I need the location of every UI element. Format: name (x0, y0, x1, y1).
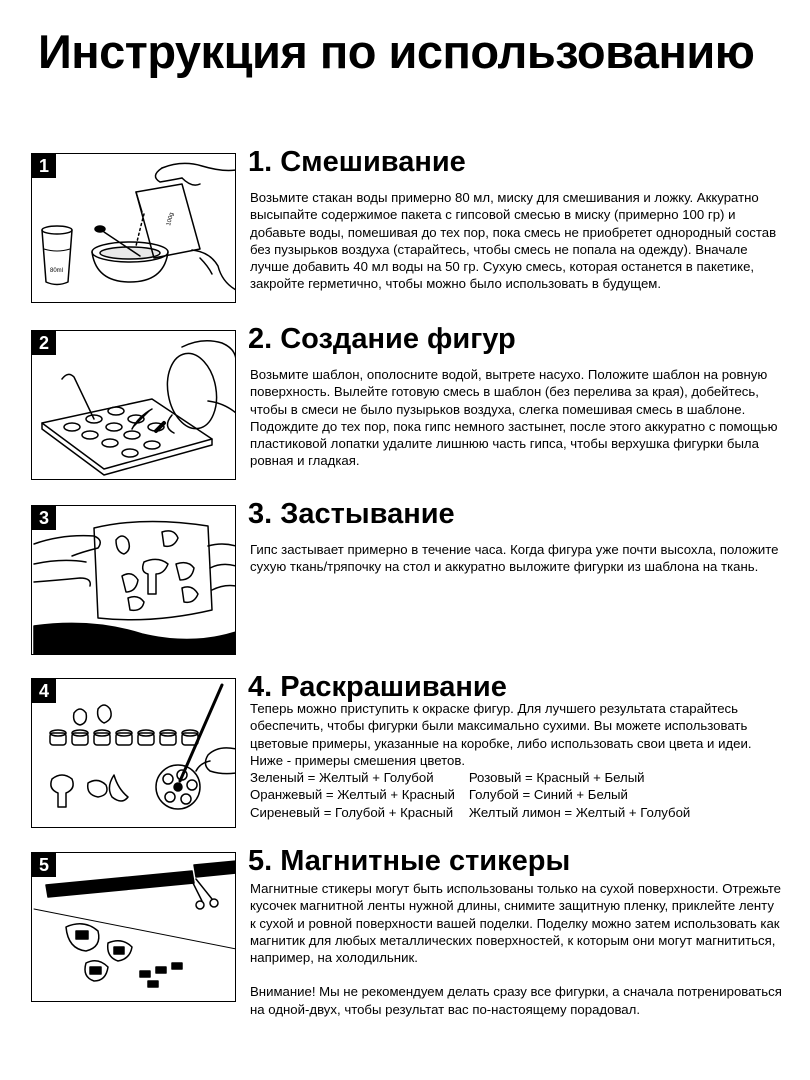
step-heading: 5. Магнитные стикеры (248, 845, 571, 877)
step-number: 4 (32, 679, 56, 703)
step-heading: 3. Застывание (248, 498, 455, 530)
step-4 (31, 671, 781, 838)
color-mix-row (250, 769, 690, 786)
svg-text:80ml: 80ml (50, 268, 64, 274)
step-2 (31, 323, 781, 495)
color-mix-row (250, 786, 690, 803)
step-number: 2 (32, 331, 56, 355)
step-number: 1 (32, 154, 56, 178)
color-mix: Зеленый = Желтый + Голубой (250, 770, 434, 786)
color-mix-table (250, 769, 690, 821)
svg-text:100g: 100g (166, 212, 176, 227)
unmolding-illustration (31, 505, 236, 655)
color-mix: Розовый = Красный + Белый (468, 770, 645, 786)
mixing-illustration (31, 153, 236, 303)
step-number: 5 (32, 853, 56, 877)
step-5 (31, 845, 782, 1052)
color-mix: Желтый лимон = Желтый + Голубой (468, 804, 691, 820)
color-mix: Голубой = Синий + Белый (468, 787, 628, 803)
step-text: Возьмите стакан воды примерно 80 мл, миску для смешивания и ложку. Аккуратно высыпайте содержимое пакета с гипсовой смесью в миску (примерно 100 гр) и добавьте воды, помешивая до тех пор, пока смесь не приобретет однородный состав без пузырьков воздуха (старайтесь, чтобы смесь не попала на одежду). Вначале лучше добавить 40 мл воды на 50 гр. Сухую смесь, которая останется в пакетике, закройте герметично, чтобы можно было использовать в будущем. (250, 190, 777, 292)
step-3 (31, 498, 781, 660)
step-1 (31, 146, 781, 318)
color-mix-row (250, 804, 690, 821)
step-heading: 1. Смешивание (248, 146, 466, 178)
step-text: Магнитные стикеры могут быть использованы только на сухой поверхности. Отрежьте кусочек магнитной ленты нужной длины, снимите защитную пленку, приклейте ленту к сухой и ровной поверхности вашей поделки. Поделку можно затем использовать как магнитик для любых металлических поверхностей, к которым они могут магнититься, например, на холодильник. Внимание! Мы не рекомендуем делать сразу все фигурки, а сначала потренироваться на одной-двух, чтобы результат вас по-настоящему порадовал. (250, 881, 782, 1017)
painting-illustration (31, 678, 236, 828)
step-text: Гипс застывает примерно в течение часа. Когда фигура уже почти высохла, положите сухую ткань/тряпочку на стол и аккуратно выложите фигурки из шаблона на ткань. (250, 542, 779, 575)
warning-note: Внимание! Мы не рекомендуем делать сразу все фигурки, а сначала потренироваться на одной-двух, чтобы результат вас по-настоящему порадовал. (250, 984, 782, 1017)
pouring-illustration (31, 330, 236, 480)
page-title: Инструкция по использованию (38, 25, 755, 78)
step-text: Теперь можно приступить к окраске фигур. Для лучшего результата старайтесь обеспечить, чтобы фигурки были максимально сухими. Вы можете использовать цветовые примеры, указанные на коробке, либо использовать свои цвета и идеи. Ниже - примеры смешения цветов. Зеленый = Желтый + Голубой Розовый = Красный + Белый Оранжевый = Желтый + Красный Голубой = Синий + Белый Сиреневый = Голубой + Красный Желтый лимон = Желтый + Голубой (250, 701, 752, 820)
step-text: Возьмите шаблон, ополосните водой, вытрете насухо. Положите шаблон на ровную поверхность. Вылейте готовую смесь в шаблон (без перелива за края), добейтесь, чтобы в смеси не было пузырьков воздуха, слегка помешивая смесь в шаблоне. Подождите до тех пор, пока гипс немного застынет, после этого аккуратно с помощью пластиковой лопатки удалите лишнюю часть гипса, чтобы верхушка фигурки была ровная и гладкая. (250, 367, 778, 469)
color-mix: Оранжевый = Желтый + Красный (250, 787, 455, 803)
step-heading: 4. Раскрашивание (248, 671, 507, 703)
color-mix: Сиреневый = Голубой + Красный (250, 804, 454, 820)
magnets-illustration (31, 852, 236, 1002)
step-heading: 2. Создание фигур (248, 323, 516, 355)
step-number: 3 (32, 506, 56, 530)
